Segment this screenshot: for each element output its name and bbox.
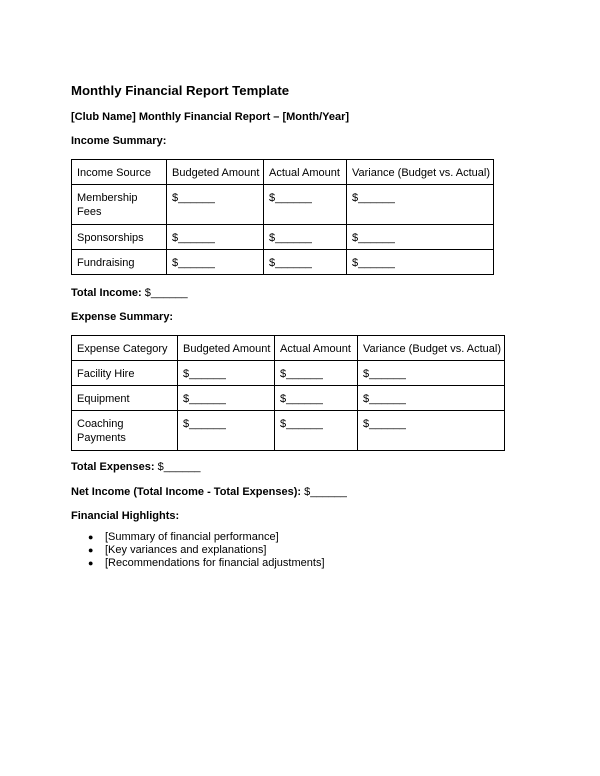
table-row bbox=[72, 411, 505, 451]
income-source-label: Sponsorships bbox=[77, 232, 144, 244]
highlight-text: [Key variances and explanations] bbox=[105, 544, 267, 556]
table-row bbox=[72, 185, 494, 225]
variance-field: $______ bbox=[352, 192, 395, 204]
income-header-source: Income Source bbox=[72, 160, 167, 185]
table-row bbox=[72, 386, 505, 411]
bullet-icon: ● bbox=[88, 532, 94, 542]
total-income-label: Total Income: bbox=[71, 287, 142, 299]
actual-amount-field: $______ bbox=[280, 393, 323, 405]
highlight-text: [Recommendations for financial adjustments] bbox=[105, 557, 325, 569]
variance-field: $______ bbox=[352, 257, 395, 269]
expense-category-label: Equipment bbox=[77, 393, 130, 405]
net-income-value: $______ bbox=[304, 486, 347, 498]
actual-amount-field: $______ bbox=[269, 232, 312, 244]
bullet-icon: ● bbox=[88, 558, 94, 568]
table-row bbox=[72, 361, 505, 386]
highlights-list bbox=[71, 531, 325, 570]
actual-amount-field: $______ bbox=[269, 257, 312, 269]
bullet-icon: ● bbox=[88, 545, 94, 555]
variance-field: $______ bbox=[363, 393, 406, 405]
list-item bbox=[71, 531, 325, 544]
variance-field: $______ bbox=[363, 368, 406, 380]
budgeted-amount-field: $______ bbox=[183, 368, 226, 380]
income-source-label: Membership Fees bbox=[77, 192, 138, 218]
report-subtitle: [Club Name] Monthly Financial Report – [Month/Year] bbox=[71, 111, 350, 123]
highlight-text: [Summary of financial performance] bbox=[105, 531, 279, 543]
budgeted-amount-field: $______ bbox=[183, 418, 226, 430]
financial-highlights-heading: Financial Highlights: bbox=[71, 510, 180, 522]
income-header-variance: Variance (Budget vs. Actual) bbox=[347, 160, 494, 185]
income-header-budgeted: Budgeted Amount bbox=[167, 160, 264, 185]
variance-field: $______ bbox=[352, 232, 395, 244]
expense-header-budgeted: Budgeted Amount bbox=[178, 336, 275, 361]
total-income-value: $______ bbox=[144, 287, 188, 299]
actual-amount-field: $______ bbox=[280, 368, 323, 380]
total-income-line bbox=[71, 287, 188, 299]
budgeted-amount-field: $______ bbox=[172, 232, 215, 244]
expense-summary-heading: Expense Summary: bbox=[71, 311, 174, 323]
list-item bbox=[71, 557, 325, 570]
budgeted-amount-field: $______ bbox=[183, 393, 226, 405]
net-income-line bbox=[71, 486, 347, 498]
expense-header-category: Expense Category bbox=[72, 336, 178, 361]
income-summary-heading: Income Summary: bbox=[71, 135, 167, 147]
total-expenses-value: $______ bbox=[157, 461, 201, 473]
income-table bbox=[71, 159, 494, 275]
expense-table bbox=[71, 335, 505, 451]
total-expenses-label: Total Expenses: bbox=[71, 461, 155, 473]
budgeted-amount-field: $______ bbox=[172, 257, 215, 269]
expense-header-row bbox=[72, 336, 505, 361]
income-source-label: Fundraising bbox=[77, 257, 135, 269]
expense-category-label: Facility Hire bbox=[77, 368, 135, 380]
budgeted-amount-field: $______ bbox=[172, 192, 215, 204]
expense-header-actual: Actual Amount bbox=[275, 336, 358, 361]
variance-field: $______ bbox=[363, 418, 406, 430]
expense-category-label: Coaching Payments bbox=[77, 418, 126, 444]
actual-amount-field: $______ bbox=[269, 192, 312, 204]
income-header-row bbox=[72, 160, 494, 185]
actual-amount-field: $______ bbox=[280, 418, 323, 430]
expense-header-variance: Variance (Budget vs. Actual) bbox=[358, 336, 505, 361]
net-income-label: Net Income (Total Income - Total Expenses): bbox=[71, 486, 302, 498]
table-row bbox=[72, 225, 494, 250]
total-expenses-line bbox=[71, 461, 200, 473]
table-row bbox=[72, 250, 494, 275]
document-title: Monthly Financial Report Template bbox=[71, 83, 290, 98]
list-item bbox=[71, 544, 325, 557]
income-header-actual: Actual Amount bbox=[264, 160, 347, 185]
